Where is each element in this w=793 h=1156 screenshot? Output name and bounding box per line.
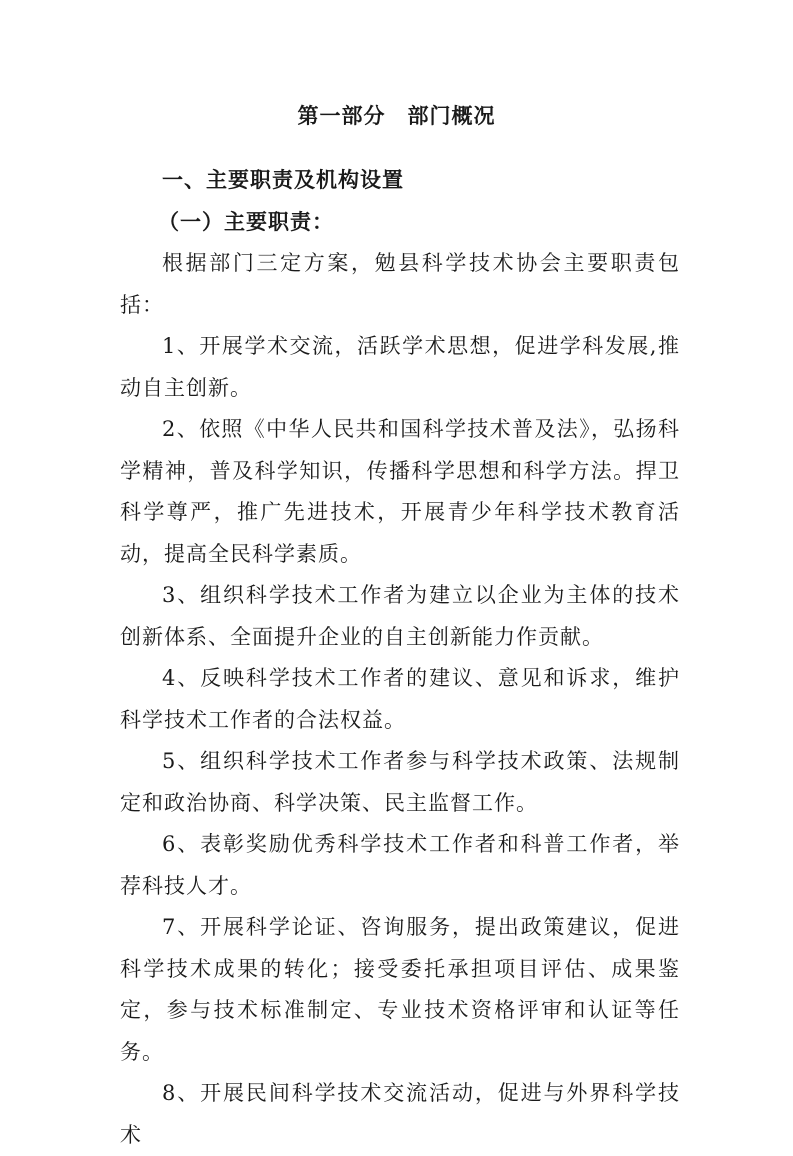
document-body: [120, 160, 680, 1156]
page-title: 第一部分 部门概况: [297, 104, 496, 128]
section-heading: 一、主要职责及机构设置: [162, 168, 404, 192]
duty-item-4: 4、反映科学技术工作者的建议、意见和诉求，维护科学技术工作者的合法权益。: [120, 666, 680, 732]
duty-item-2: 2、依照《中华人民共和国科学技术普及法》，弘扬科学精神，普及科学知识，传播科学思想和科学方法。捍卫科学尊严，推广先进技术，开展青少年科学技术教育活动，提高全民科学素质。: [120, 417, 680, 566]
duty-item-7: 7、开展科学论证、咨询服务，提出政策建议，促进科学技术成果的转化；接受委托承担项目评估、成果鉴定，参与技术标准制定、专业技术资格评审和认证等任务。: [120, 915, 680, 1064]
duty-item-8: 8、开展民间科学技术交流活动，促进与外界科学技术: [120, 1081, 680, 1147]
duty-item-3: 3、组织科学技术工作者为建立以企业为主体的技术创新体系、全面提升企业的自主创新能力作贡献。: [120, 583, 680, 649]
duty-item-5: 5、组织科学技术工作者参与科学技术政策、法规制定和政治协商、科学决策、民主监督工作。: [120, 749, 680, 815]
duty-item-6: 6、表彰奖励优秀科学技术工作者和科普工作者，举荐科技人才。: [120, 832, 680, 898]
duty-item-1: 1、开展学术交流，活跃学术思想，促进学科发展,推动自主创新。: [120, 334, 680, 400]
subsection-heading: （一）主要职责：: [158, 209, 334, 234]
intro-paragraph: 根据部门三定方案，勉县科学技术协会主要职责包括：: [120, 251, 680, 317]
